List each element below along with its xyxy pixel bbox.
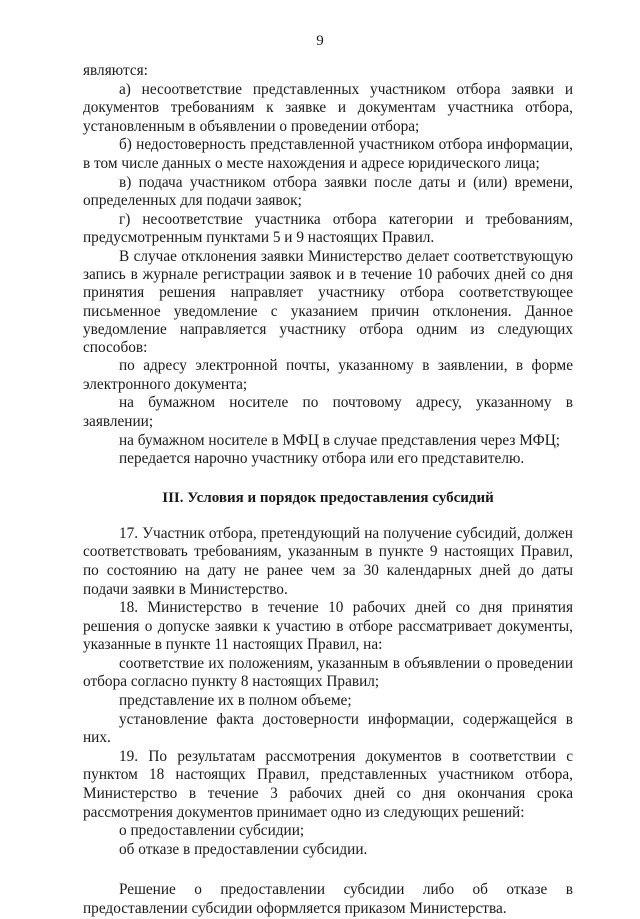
method-post: на бумажном носителе по почтовому адресу, указанному в заявлении;: [83, 394, 573, 430]
clause-18-item: представление их в полном объеме;: [119, 692, 352, 710]
method-mfc: на бумажном носителе в МФЦ в случае представления через МФЦ;: [119, 431, 561, 449]
list-item-b: б) недостоверность представленной участником отбора информации, в том числе данных о месте нахождения и адресе юридического лица;: [83, 136, 573, 172]
clause-17: 17. Участник отбора, претендующий на получение субсидий, должен соответствовать требованиям, указанным в пункте 9 настоящих Правил, по состоянию на дату не ранее чем за 30 календарных дней до даты подачи заявки в Министерство.: [83, 524, 573, 598]
method-hand: передается нарочно участнику отбора или его представителю.: [119, 450, 525, 468]
clause-18: 18. Министерство в течение 10 рабочих дней со дня принятия решения о допуске заявки к участию в отборе рассматривает документы, указанные в пункте 11 настоящих Правил, на:: [83, 599, 573, 654]
paragraph-rejection: В случае отклонения заявки Министерство делает соответствующую запись в журнале регистрации заявок и в течение 10 рабочих дней со дня принятия решения направляет участнику отбора соответствующее письменное уведомление с указанием причин отклонения. Данное уведомление направляется участнику отбора одним из следующих способов:: [83, 247, 573, 356]
list-item-v: в) подача участником отбора заявки после даты и (или) времени, определенных для подачи заявок;: [83, 173, 573, 210]
clause-18-item: установление факта достоверности информации, содержащейся в них.: [83, 710, 573, 747]
decision-option: об отказе в предоставлении субсидии.: [119, 840, 368, 858]
method-email: по адресу электронной почты, указанному в заявлении, в форме электронного документа;: [83, 357, 573, 393]
clause-19: 19. По результатам рассмотрения документов в соответствии с пунктом 18 настоящих Правил, представленных участником отбора, Министерство в течение 3 рабочих дней со дня окончания срока рассмотрения документов принимает одно из следующих решений:: [83, 747, 573, 821]
decision-option: о предоставлении субсидии;: [119, 822, 305, 840]
page-number: 9: [316, 33, 324, 49]
paragraph: являются:: [83, 62, 148, 79]
document-body: [83, 62, 573, 919]
final-paragraph-line-2: предоставлении субсидии оформляется приказом Министерства.: [83, 900, 507, 917]
final-paragraph-line-1: Решение о предоставлении субсидии либо об отказе в: [119, 881, 573, 899]
list-item-a: а) несоответствие представленных участником отбора заявки и документов требованиям к заявке и документам участника отбора, установленным в объявлении о проведении отбора;: [83, 80, 573, 135]
section-heading: III. Условия и порядок предоставления субсидий: [162, 489, 494, 506]
clause-18-item: соответствие их положениям, указанным в объявлении о проведении отбора согласно пункту 8 настоящих Правил;: [83, 654, 573, 691]
list-item-g: г) несоответствие участника отбора категории и требованиям, предусмотренным пунктами 5 и 9 настоящих Правил.: [83, 210, 573, 247]
